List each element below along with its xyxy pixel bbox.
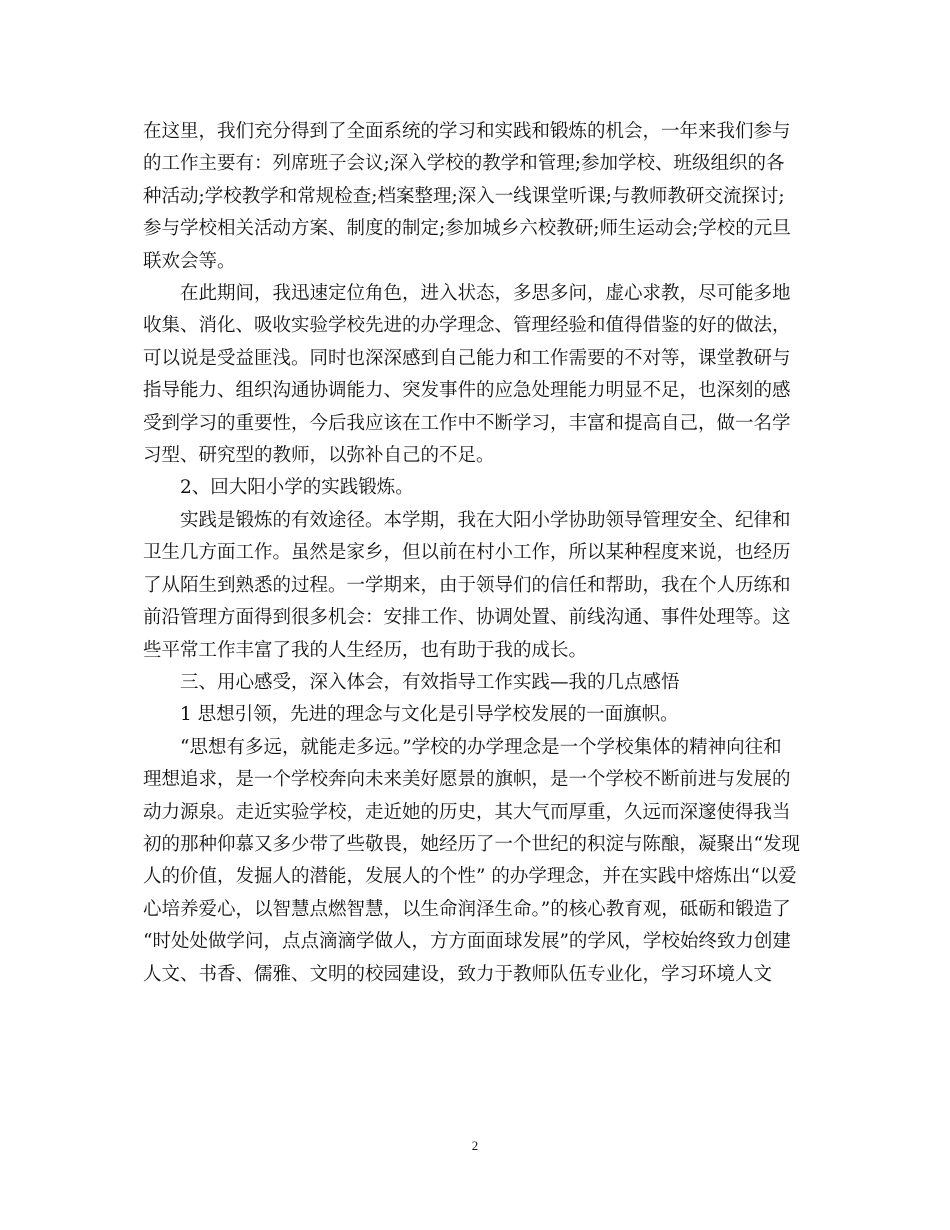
paragraph [143,667,803,699]
text-line: 联欢会等。 [143,250,236,272]
text-line: 习型、研究型的教师，以弥补自己的不足。 [143,445,495,467]
text-line: 在这里，我们充分得到了全面系统的学习和实践和锻炼的机会，一年来我们参与 [143,121,791,142]
text-line: “思想有多远，就能走多远。”学校的办学理念是一个学校集体的精神向往和 [180,736,782,758]
text-line: 初的那种仰慕又多少带了些敬畏，她经历了一个世纪的积淀与陈酿，凝聚出“发现 [143,833,800,855]
text-line: 2、回大阳小学的实践锻炼。 [180,477,414,499]
paragraph [143,116,803,278]
paragraph [143,732,803,991]
text-line: “时处处做学问，点点滴滴学做人，方方面面球发展”的学风，学校始终致力创建 [143,931,791,953]
text-line: 动力源泉。走近实验学校，走近她的历史，其大气而厚重，久远而深邃使得我当 [143,801,791,823]
text-line: 收集、消化、吸收实验学校先进的办学理念、管理经验和值得借鉴的好的做法， [143,315,791,337]
text-line: 可以说是受益匪浅。同时也深深感到自己能力和工作需要的不对等，课堂教研与 [143,347,791,369]
text-line: 了从陌生到熟悉的过程。一学期来，由于领导们的信任和帮助，我在个人历练和 [143,574,791,596]
paragraph [143,505,803,667]
paragraph [143,472,803,504]
page-number: 2 [471,1138,479,1153]
text-line: 在此期间，我迅速定位角色，进入状态，多思多问，虚心求教，尽可能多地 [180,283,791,305]
text-line: 人的价值，发掘人的潜能，发展人的个性” 的办学理念，并在实践中熔炼出“以爱 [143,866,797,888]
text-line: 受到学习的重要性，今后我应该在工作中不断学习，丰富和提高自己，做一名学 [143,412,791,434]
paragraph [143,699,803,731]
page-body [143,116,803,991]
text-line: 理想追求，是一个学校奔向未来美好愿景的旗帜，是一个学校不断前进与发展的 [143,769,791,791]
text-line: 些平常工作丰富了我的人生经历，也有助于我的成长。 [143,639,588,661]
text-line: 实践是锻炼的有效途径。本学期，我在大阳小学协助领导管理安全、纪律和 [180,509,791,531]
text-line: 三、用心感受，深入体会，有效指导工作实践—我的几点感悟 [180,671,680,693]
text-line: 指导能力、组织沟通协调能力、突发事件的应急处理能力明显不足，也深刻的感 [143,380,791,402]
text-line: 1 思想引领，先进的理念与文化是引导学校发展的一面旗帜。 [180,704,679,726]
text-line: 种活动;学校教学和常规检查;档案整理;深入一线课堂听课;与教师教研交流探讨; [143,185,785,207]
paragraph [143,278,803,472]
text-line: 心培养爱心，以智慧点燃智慧，以生命润泽生命。”的核心教育观，砥砺和锻造了 [143,898,791,920]
text-line: 的工作主要有：列席班子会议;深入学校的教学和管理;参加学校、班级组织的各 [143,153,785,175]
text-line: 参与学校相关活动方案、制度的制定;参加城乡六校教研;师生运动会;学校的元旦 [143,218,791,240]
text-line: 人文、书香、儒雅、文明的校园建设，致力于教师队伍专业化，学习环境人文 [143,963,773,985]
text-line: 前沿管理方面得到很多机会：安排工作、协调处置、前线沟通、事件处理等。这 [143,607,791,629]
text-line: 卫生几方面工作。虽然是家乡，但以前在村小工作，所以某种程度来说，也经历 [143,542,791,564]
